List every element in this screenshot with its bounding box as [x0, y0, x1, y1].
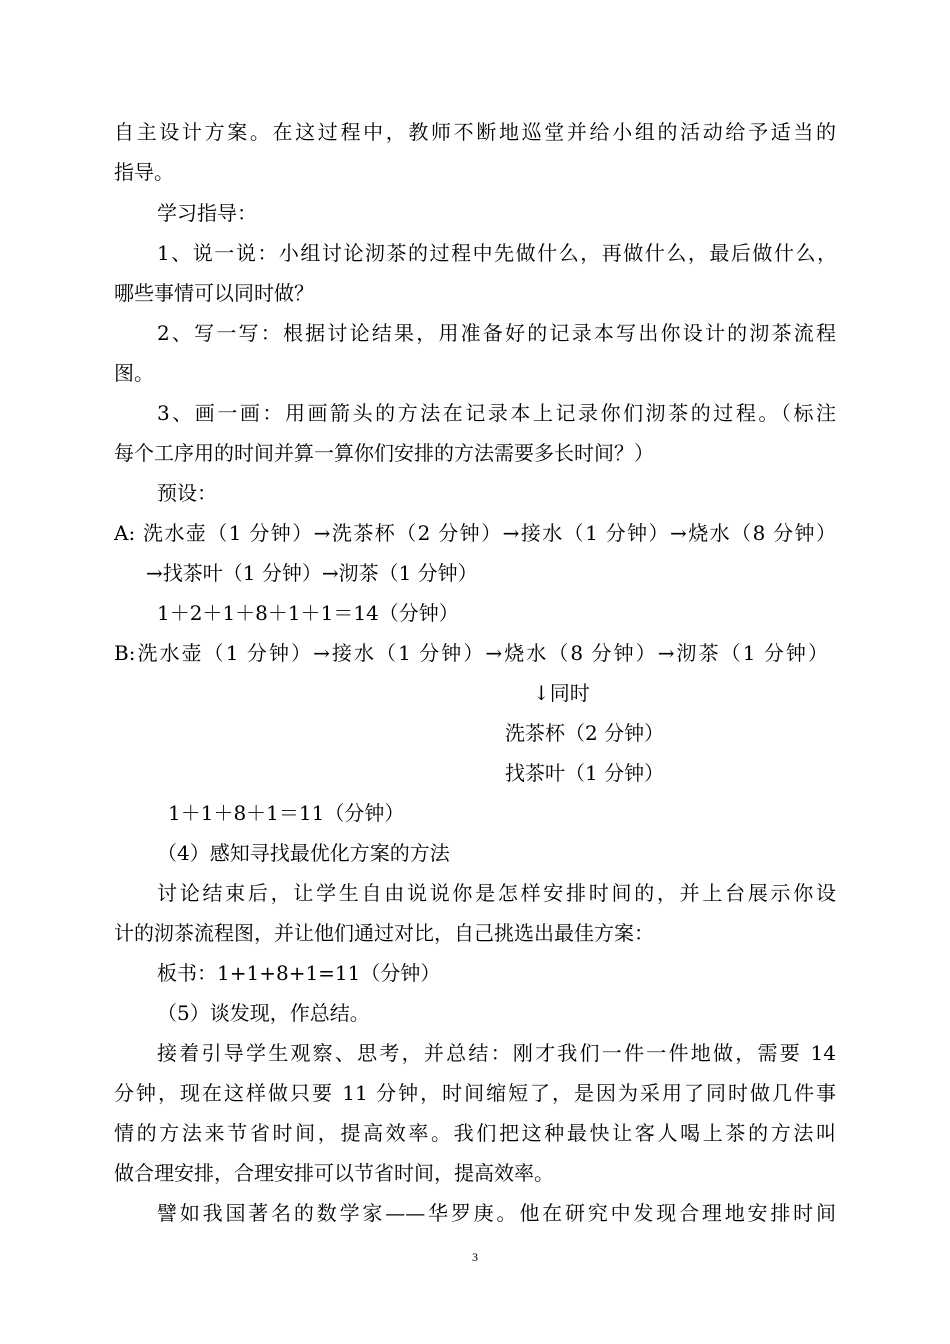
paragraph-line: 指导。 — [114, 160, 174, 184]
formula-line: 1＋2＋1＋8＋1＋1＝14（分钟） — [157, 601, 459, 625]
plan-b-parallel-step: 洗茶杯（2 分钟） — [505, 721, 665, 745]
formula-line: 1＋1＋8＋1＝11（分钟） — [168, 801, 405, 825]
paragraph-line: 每个工序用的时间并算一算你们安排的方法需要多长时间？） — [114, 441, 654, 465]
paragraph-line: 分钟，现在这样做只要 11 分钟，时间缩短了，是因为采用了同时做几件事 — [114, 1081, 836, 1105]
section-heading: 学习指导： — [157, 201, 257, 225]
plan-b-parallel-step: 找茶叶（1 分钟） — [505, 761, 665, 785]
paragraph-line: 自主设计方案。在这过程中，教师不断地巡堂并给小组的活动给予适当的 — [114, 120, 836, 144]
page-number: 3 — [472, 1250, 478, 1264]
paragraph-line: 譬如我国著名的数学家——华罗庚。他在研究中发现合理地安排时间 — [157, 1201, 836, 1225]
paragraph-line: 计的沏茶流程图，并让他们通过对比，自己挑选出最佳方案： — [114, 921, 654, 945]
paragraph-line: 做合理安排，合理安排可以节省时间，提高效率。 — [114, 1161, 554, 1185]
section-heading: 预设： — [157, 481, 217, 505]
section-heading: （4）感知寻找最优化方案的方法 — [157, 841, 450, 865]
section-heading: （5）谈发现，作总结。 — [157, 1001, 370, 1025]
plan-b-line: B:洗水壶（1 分钟）→接水（1 分钟）→烧水（8 分钟）→沏茶（1 分钟） — [114, 641, 828, 665]
paragraph-line: 3、画一画：用画箭头的方法在记录本上记录你们沏茶的过程。（标注 — [157, 401, 836, 425]
paragraph-line: 情的方法来节省时间，提高效率。我们把这种最快让客人喝上茶的方法叫 — [114, 1121, 836, 1145]
board-writing-line: 板书：1+1+8+1=11（分钟） — [157, 961, 441, 985]
paragraph-line: 讨论结束后，让学生自由说说你是怎样安排时间的，并上台展示你设 — [157, 881, 836, 905]
plan-a-line: A: 洗水壶（1 分钟）→洗茶杯（2 分钟）→接水（1 分钟）→烧水（8 分钟） — [114, 521, 836, 545]
paragraph-line: 2、写一写：根据讨论结果，用准备好的记录本写出你设计的沏茶流程 — [157, 321, 836, 345]
paragraph-line: 哪些事情可以同时做？ — [114, 281, 314, 305]
plan-a-line: →找茶叶（1 分钟）→沏茶（1 分钟） — [146, 561, 478, 585]
paragraph-line: 图。 — [114, 361, 154, 385]
simultaneous-arrow-label: ↓同时 — [533, 681, 590, 705]
paragraph-line: 1、说一说：小组讨论沏茶的过程中先做什么，再做什么，最后做什么， — [157, 241, 837, 265]
paragraph-line: 接着引导学生观察、思考，并总结：刚才我们一件一件地做，需要 14 — [157, 1041, 836, 1065]
